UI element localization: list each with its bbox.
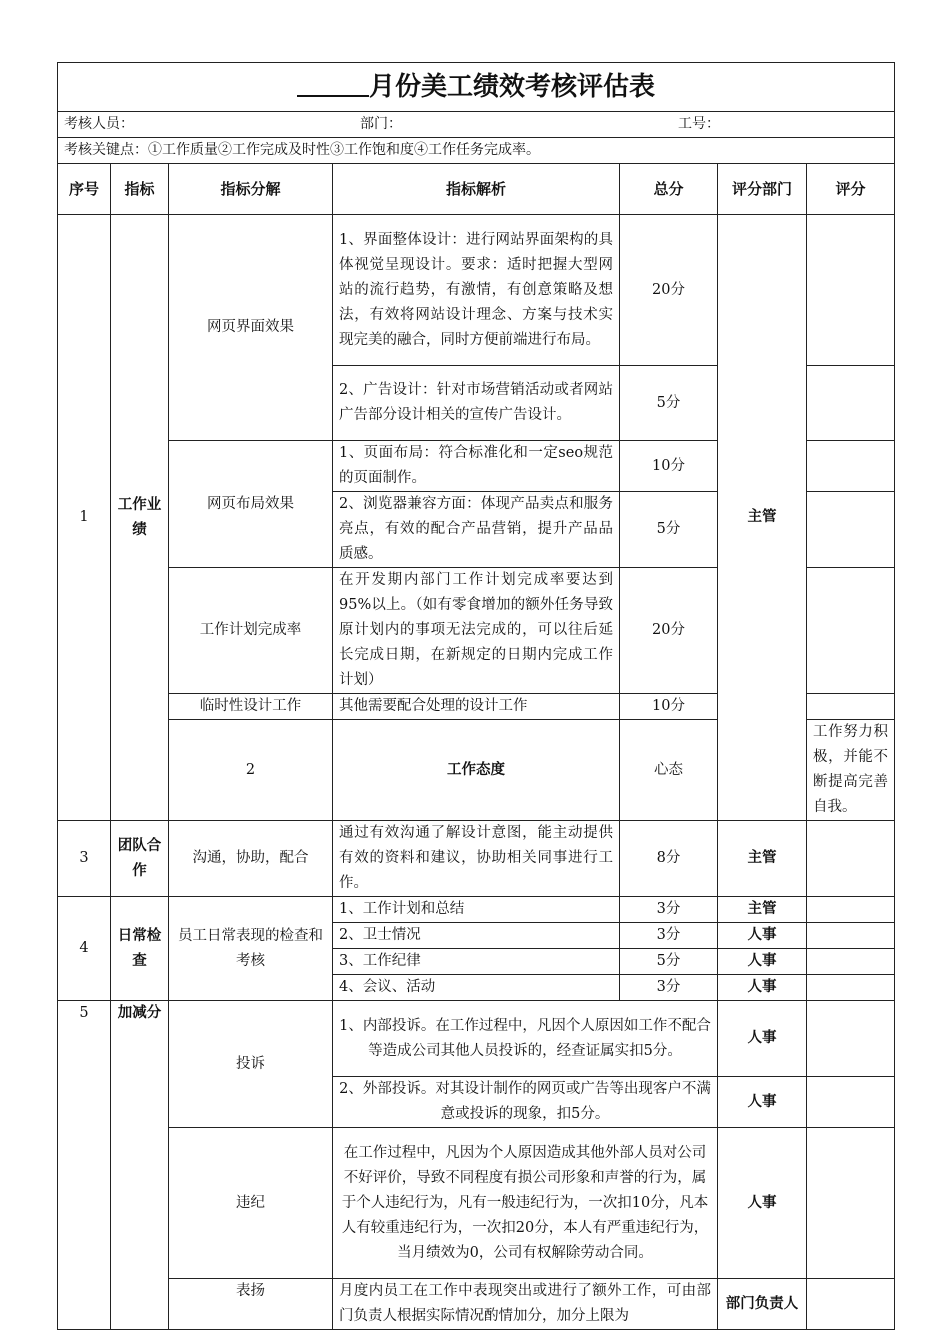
form-title (58, 63, 895, 112)
assessor-label: 考核人员： (64, 116, 134, 132)
s5-rating-1[interactable] (807, 1001, 895, 1077)
s4-analysis-2: 2、卫士情况 (333, 923, 620, 949)
s3-score: 8分 (620, 821, 718, 897)
s5-breakdown-3: 表扬 (169, 1279, 333, 1330)
s5-dept-1: 人事 (718, 1001, 807, 1077)
s1-breakdown-2: 网页布局效果 (169, 441, 333, 568)
s4-score-1: 3分 (620, 897, 718, 923)
s1-analysis-5: 在开发期内部门工作计划完成率要达到95%以上。（如有零食增加的额外任务导致原计划内的事项无法完成的，可以往后延长完成日期，在新规定的日期内完成工作计划） (333, 568, 620, 694)
s5-analysis-4: 月度内员工在工作中表现突出或进行了额外工作，可由部门负责人根据实际情况酌情加分，加分上限为 (333, 1279, 718, 1330)
keypoints: 考核关键点：①工作质量②工作完成及时性③工作饱和度④工作任务完成率。 (58, 138, 895, 164)
s5-dept-3: 人事 (718, 1128, 807, 1279)
s1-indicator: 工作业绩 (111, 215, 169, 821)
s1-rating-3[interactable] (807, 441, 895, 492)
header-analysis: 指标解析 (333, 164, 620, 215)
s1-analysis-1: 1、界面整体设计：进行网站界面架构的具体视觉呈现设计。要求：适时把握大型网站的流行趋势，有激情，有创意策略及想法，有效将网站设计理念、方案与技术实现完美的融合，同时方便前端进行布局。 (333, 215, 620, 366)
s1-rating-6[interactable] (807, 694, 895, 720)
s4-rating-1[interactable] (807, 897, 895, 923)
s1-score-6: 10分 (620, 694, 718, 720)
s4-no: 4 (58, 897, 111, 1001)
s5-breakdown-1: 投诉 (169, 1001, 333, 1128)
s4-dept-1: 主管 (718, 897, 807, 923)
s1-analysis-3: 1、页面布局：符合标准化和一定seo规范的页面制作。 (333, 441, 620, 492)
s4-analysis-3: 3、工作纪律 (333, 949, 620, 975)
s5-analysis-2: 2、外部投诉。对其设计制作的网页或广告等出现客户不满意或投诉的现象，扣5分。 (333, 1077, 718, 1128)
header-score: 总分 (620, 164, 718, 215)
s5-no: 5 (58, 1001, 111, 1330)
s1-score-3: 10分 (620, 441, 718, 492)
s1-analysis-2: 2、广告设计：针对市场营销活动或者网站广告部分设计相关的宣传广告设计。 (333, 366, 620, 441)
s1-analysis-6: 其他需要配合处理的设计工作 (333, 694, 620, 720)
header-no: 序号 (58, 164, 111, 215)
s4-rating-2[interactable] (807, 923, 895, 949)
s4-score-2: 3分 (620, 923, 718, 949)
s4-dept-4: 人事 (718, 975, 807, 1001)
s5-rating-4[interactable] (807, 1279, 895, 1330)
info-row (58, 112, 895, 138)
assessment-form (57, 62, 894, 1330)
header-breakdown: 指标分解 (169, 164, 333, 215)
s4-analysis-4: 4、会议、活动 (333, 975, 620, 1001)
s5-dept-4: 部门负责人 (718, 1279, 807, 1330)
s3-dept: 主管 (718, 821, 807, 897)
header-dept: 评分部门 (718, 164, 807, 215)
s1-score-2: 5分 (620, 366, 718, 441)
s1-score-1: 20分 (620, 215, 718, 366)
s4-dept-2: 人事 (718, 923, 807, 949)
empno-label: 工号： (678, 116, 720, 132)
s1-analysis-4: 2、浏览器兼容方面：体现产品卖点和服务亮点，有效的配合产品营销，提升产品品质感。 (333, 492, 620, 568)
s4-breakdown: 员工日常表现的检查和考核 (169, 897, 333, 1001)
s1-breakdown-4: 临时性设计工作 (169, 694, 333, 720)
s5-analysis-3: 在工作过程中，凡因为个人原因造成其他外部人员对公司不好评价，导致不同程度有损公司形象和声誉的行为，属于个人违纪行为，凡有一般违纪行为，一次扣10分，凡本人有较重违纪行为，一次扣20分，本人有严重违纪行为，当月绩效为0，公司有权解除劳动合同。 (333, 1128, 718, 1279)
s5-analysis-1: 1、内部投诉。在工作过程中，凡因个人原因如工作不配合等造成公司其他人员投诉的，经查证属实扣5分。 (333, 1001, 718, 1077)
s1-rating-4[interactable] (807, 492, 895, 568)
s1-rating-5[interactable] (807, 568, 895, 694)
s1-rating-2[interactable] (807, 366, 895, 441)
s1-no: 1 (58, 215, 111, 821)
s5-indicator: 加减分 (111, 1001, 169, 1330)
s2-breakdown: 心态 (620, 720, 718, 821)
s4-rating-4[interactable] (807, 975, 895, 1001)
s1-rating-1[interactable] (807, 215, 895, 366)
dept-label: 部门： (360, 116, 402, 132)
s4-indicator: 日常检查 (111, 897, 169, 1001)
s5-breakdown-2: 违纪 (169, 1128, 333, 1279)
s5-rating-2[interactable] (807, 1077, 895, 1128)
s4-dept-3: 人事 (718, 949, 807, 975)
assessment-table (57, 62, 895, 1330)
header-rating: 评分 (807, 164, 895, 215)
s5-rating-3[interactable] (807, 1128, 895, 1279)
s3-analysis: 通过有效沟通了解设计意图，能主动提供有效的资料和建议，协助相关同事进行工作。 (333, 821, 620, 897)
s1-breakdown-1: 网页界面效果 (169, 215, 333, 441)
s4-score-4: 3分 (620, 975, 718, 1001)
s4-rating-3[interactable] (807, 949, 895, 975)
s3-no: 3 (58, 821, 111, 897)
s1-score-4: 5分 (620, 492, 718, 568)
header-indicator: 指标 (111, 164, 169, 215)
s1-score-5: 20分 (620, 568, 718, 694)
title-text: 月份美工绩效考核评估表 (369, 72, 656, 102)
s1-breakdown-3: 工作计划完成率 (169, 568, 333, 694)
s2-analysis: 工作努力积极，并能不断提高完善自我。 (807, 720, 895, 821)
s4-analysis-1: 1、工作计划和总结 (333, 897, 620, 923)
s3-breakdown: 沟通，协助，配合 (169, 821, 333, 897)
s1-dept: 主管 (718, 215, 807, 821)
s3-rating[interactable] (807, 821, 895, 897)
s2-no: 2 (169, 720, 333, 821)
s5-dept-2: 人事 (718, 1077, 807, 1128)
s3-indicator: 团队合作 (111, 821, 169, 897)
s2-indicator: 工作态度 (333, 720, 620, 821)
s4-score-3: 5分 (620, 949, 718, 975)
month-blank[interactable] (297, 69, 369, 97)
